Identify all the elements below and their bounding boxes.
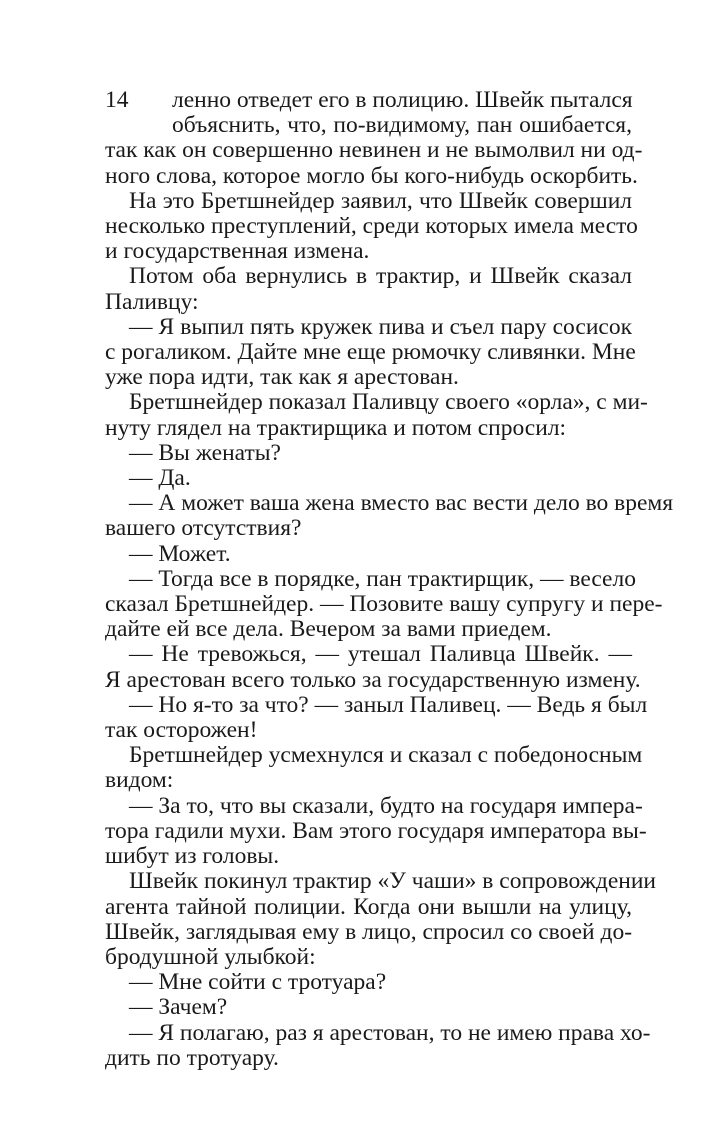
text-line: дить по тротуару. — [105, 1044, 279, 1071]
text-line: — Может. — [129, 540, 231, 567]
text-line: шибут из головы. — [105, 843, 280, 870]
text-line: — Да. — [129, 465, 191, 492]
text-line: — Я выпил пять кружек пива и съел пару сосисок — [129, 313, 632, 340]
page-number: 14 — [105, 87, 129, 113]
text-line: — Мне сойти с тротуара? — [129, 969, 387, 996]
text-line: тора гадили мухи. Вам этого государя императора вы- — [105, 817, 647, 844]
text-line: вашего отсутствия? — [105, 515, 302, 542]
text-line: Потом оба вернулись в трактир, и Швейк сказал — [129, 263, 632, 290]
text-line: Швейк, заглядывая ему в лицо, спросил со своей до- — [105, 918, 633, 945]
text-line: видом: — [105, 767, 174, 794]
text-line: агента тайной полиции. Когда они вышли на улицу, — [105, 893, 632, 920]
text-line: ленно отведет его в полицию. Швейк пытался — [172, 87, 633, 113]
text-line: несколько преступлений, среди которых имела место — [105, 213, 638, 240]
text-line: — Но я-то за что? — заныл Паливец. — Ведь я был — [129, 691, 648, 718]
text-line: так как он совершенно невинен и не вымолвил ни од- — [105, 137, 643, 164]
text-line: так осторожен! — [105, 717, 258, 744]
text-line: — Не тревожься, — утешал Паливца Швейк. — — [129, 641, 632, 668]
text-line: Бретшнейдер усмехнулся и сказал с победоносным — [129, 742, 643, 769]
text-line: — Я полагаю, раз я арестован, то не имею права хо- — [129, 1019, 651, 1046]
text-line: нуту глядел на трактирщика и потом спросил: — [105, 414, 567, 441]
text-line: — За то, что вы сказали, будто на государя импера- — [129, 792, 643, 819]
text-line: сказал Бретшнейдер. — Позовите вашу супругу и пере- — [105, 591, 663, 618]
text-line: ного слова, которое могло бы кого-нибудь оскорбить. — [105, 162, 638, 189]
text-line: объяснить, что, по-видимому, пан ошибается, — [172, 112, 632, 139]
text-line: дайте ей все дела. Вечером за вами приедем. — [105, 616, 552, 643]
text-line: Паливцу: — [105, 288, 199, 315]
text-line: Я арестован всего только за государственную измену. — [105, 666, 641, 693]
text-line: Бретшнейдер показал Паливцу своего «орла», с ми- — [129, 389, 648, 416]
body-text — [105, 87, 674, 1071]
text-line: и государственная измена. — [105, 238, 370, 265]
text-line: уже пора идти, так как я арестован. — [105, 364, 459, 391]
text-line: Швейк покинул трактир «У чаши» в сопровождении — [129, 868, 656, 895]
text-line: с рогаликом. Дайте мне еще рюмочку сливянки. Мне — [105, 339, 636, 366]
text-line: — Вы женаты? — [129, 439, 281, 466]
text-line: — Зачем? — [129, 994, 228, 1021]
text-line: бродушной улыбкой: — [105, 943, 316, 970]
text-line: На это Бретшнейдер заявил, что Швейк совершил — [129, 187, 632, 214]
text-line: — А может ваша жена вместо вас вести дело во время — [129, 490, 674, 517]
text-line: — Тогда все в порядке, пан трактирщик, — весело — [129, 565, 636, 592]
